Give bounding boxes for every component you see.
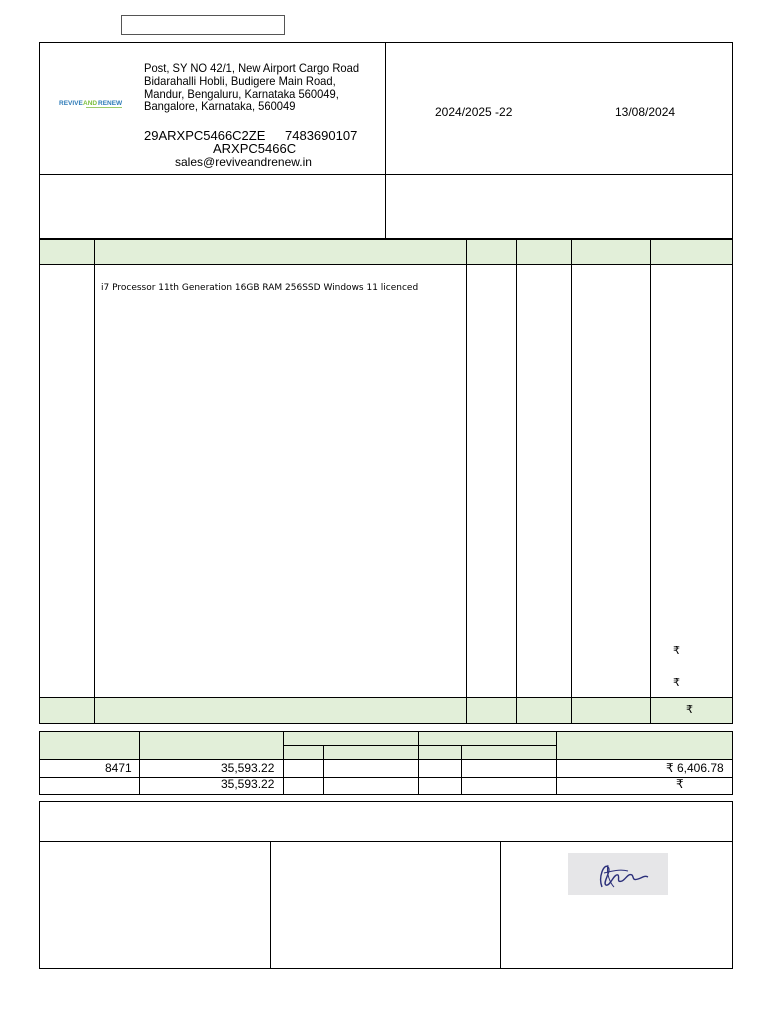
tax-taxable-value-total: 35,593.22 [221, 777, 275, 791]
rupee-symbol: ₹ [673, 677, 680, 689]
seller-address-line-3: Mandur, Bengaluru, Karnataka 560049, [144, 87, 339, 101]
svg-text:RENEW: RENEW [98, 100, 123, 107]
header-divider [385, 42, 386, 239]
header-row-divider [39, 174, 733, 175]
svg-text:AND: AND [83, 100, 98, 107]
signature-graphic [568, 853, 668, 895]
tax-col-divider [418, 731, 419, 795]
seller-address-line-2: Bidarahalli Hobli, Budigere Main Road, [144, 74, 336, 88]
signature-image [568, 853, 668, 895]
tax-taxable-value: 35,593.22 [221, 761, 275, 775]
tax-col-divider [283, 731, 284, 795]
items-col-divider [466, 239, 467, 724]
svg-text:REVIVE: REVIVE [59, 100, 83, 107]
items-body [39, 264, 733, 698]
tax-col-divider [323, 745, 324, 795]
items-header-row [39, 239, 733, 265]
items-col-divider [650, 239, 651, 724]
top-input-field[interactable] [121, 15, 285, 35]
total-rupee-symbol: ₹ [686, 704, 693, 716]
invoice-date: 13/08/2024 [615, 105, 676, 119]
footer-row-divider [39, 841, 733, 842]
tax-total-rupee: ₹ [676, 777, 684, 791]
items-col-divider [571, 239, 572, 724]
seller-gstin: 29ARXPC5466C2ZE [144, 128, 266, 143]
logo-graphic [58, 97, 126, 111]
footer-col-divider [500, 841, 501, 969]
invoice-number: 2024/2025 -22 [435, 105, 513, 119]
tax-col-divider [139, 731, 140, 795]
item-description: i7 Processor 11th Generation 16GB RAM 256SSD Windows 11 licenced [101, 283, 419, 293]
seller-pan: ARXPC5466C [213, 141, 297, 156]
tax-col-divider [461, 745, 462, 795]
footer-col-divider [270, 841, 271, 969]
items-col-divider [94, 239, 95, 724]
tax-hsn-code: 8471 [105, 761, 132, 775]
items-total-row [39, 697, 733, 724]
tax-total-amount: ₹ 6,406.78 [666, 761, 724, 775]
seller-address-line-4: Bangalore, Karnataka, 560049 [144, 99, 296, 113]
company-logo [58, 97, 126, 111]
seller-phone: 7483690107 [285, 128, 358, 143]
rupee-symbol: ₹ [673, 645, 680, 657]
tax-col-divider [556, 731, 557, 795]
seller-email: sales@reviveandrenew.in [175, 155, 312, 169]
seller-address-line-1: Post, SY NO 42/1, New Airport Cargo Road [144, 61, 360, 75]
items-col-divider [516, 239, 517, 724]
tax-row-divider [39, 777, 733, 778]
